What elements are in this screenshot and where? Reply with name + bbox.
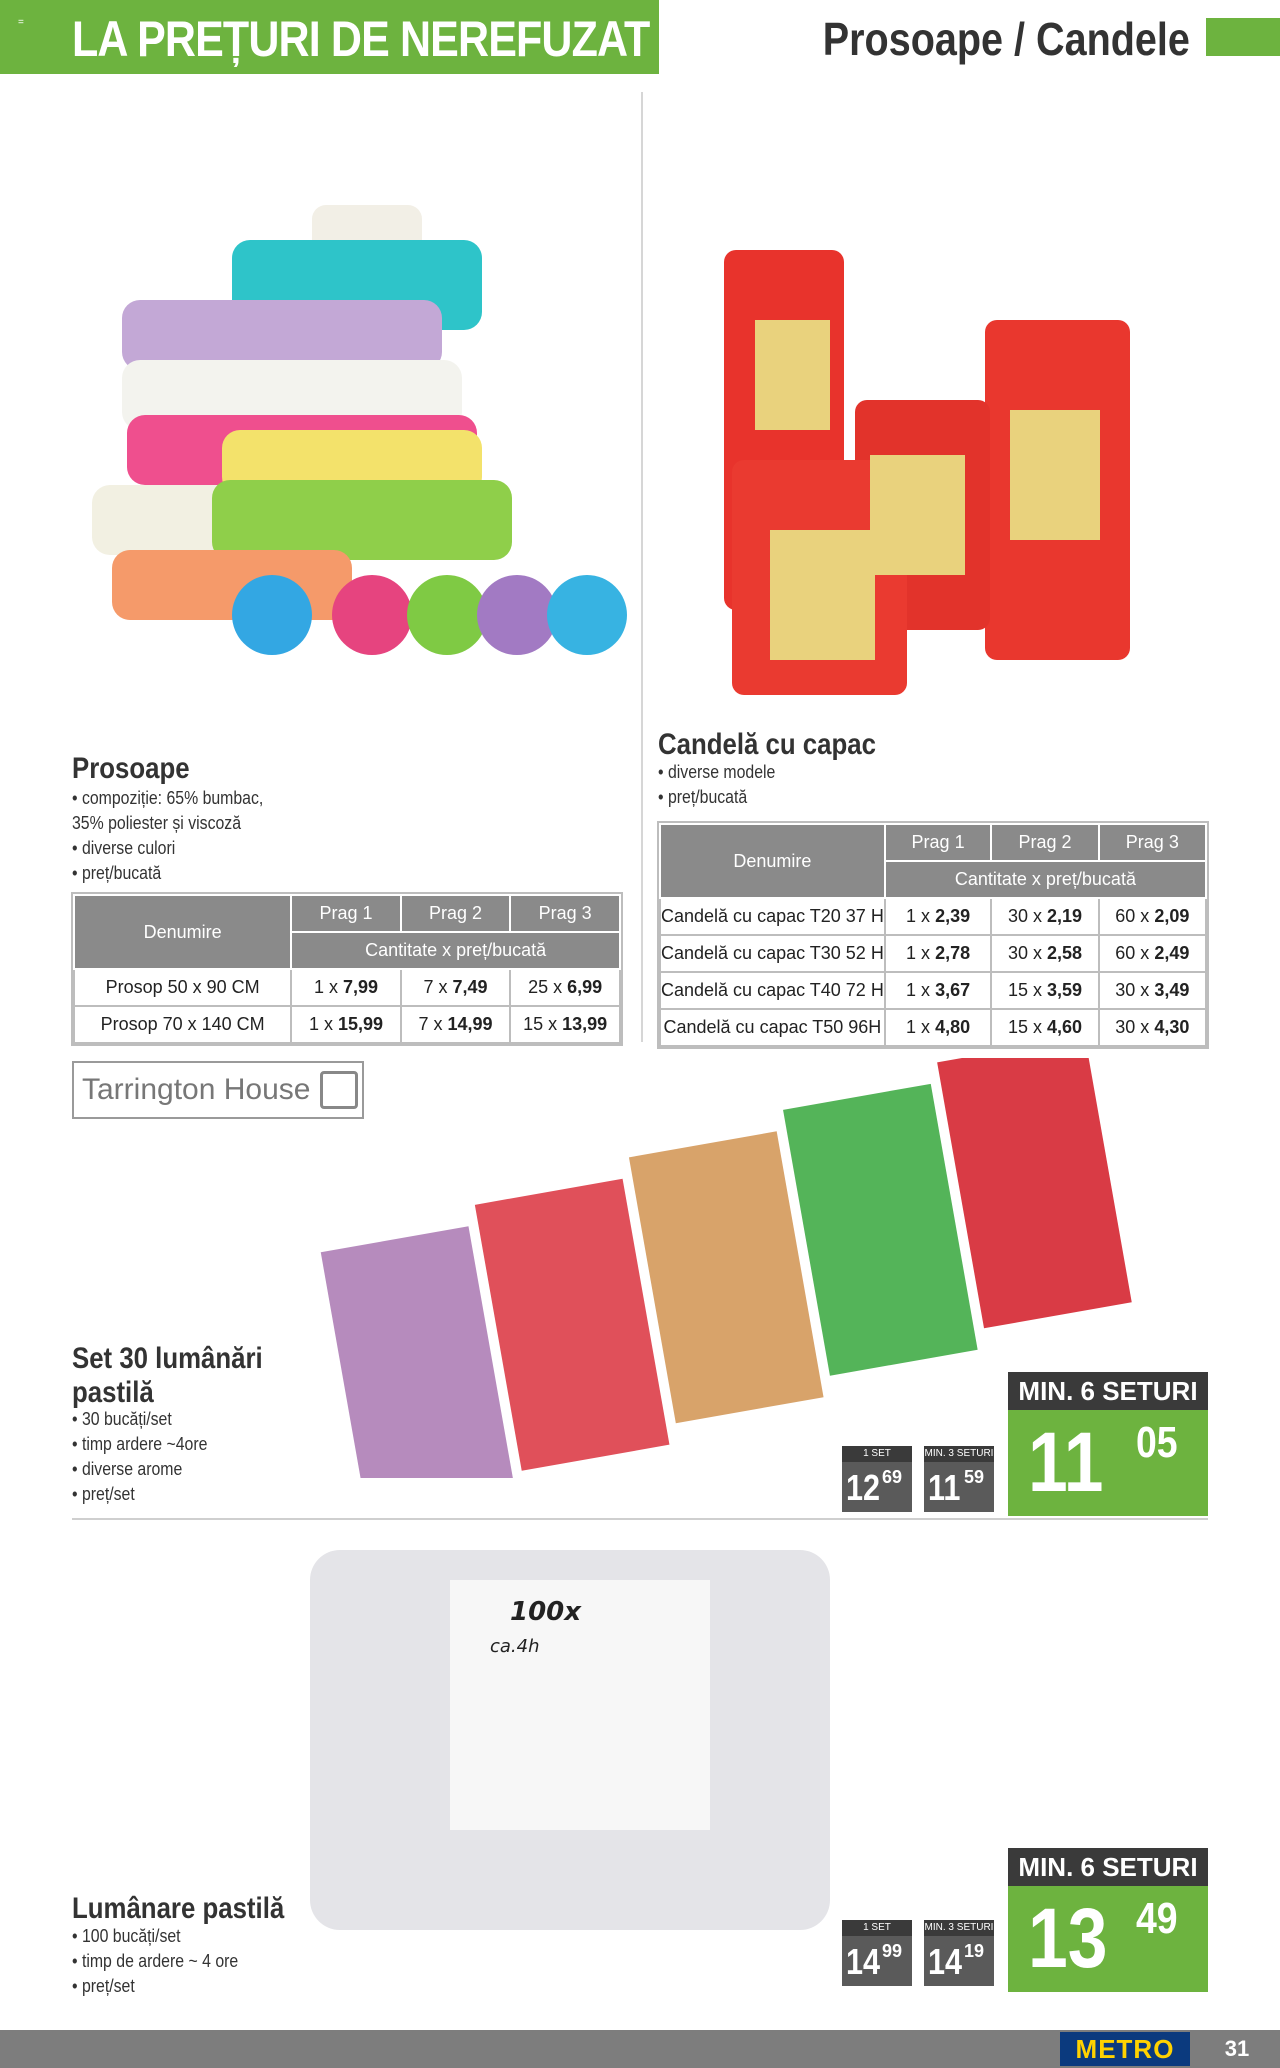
row-name: Prosop 70 x 140 CM (74, 1006, 291, 1043)
bullet-line: • preț/set (72, 1976, 135, 1996)
price-value: 12 69 (842, 1462, 912, 1512)
bullet-line: • 30 bucăți/set (72, 1409, 172, 1429)
price-value: 14 19 (924, 1936, 994, 1986)
price-3-sets (924, 1446, 994, 1512)
row-name: Candelă cu capac T40 72 H (660, 972, 885, 1009)
row-name: Candelă cu capac T50 96H (660, 1009, 885, 1046)
tier-cell: 1 x 2,39 (885, 898, 992, 935)
price-label: MIN. 3 SETURI (924, 1446, 994, 1462)
price-value: 14 99 (842, 1936, 912, 1986)
tier-cell: 1 x 4,80 (885, 1009, 992, 1046)
tier-cell: 1 x 15,99 (291, 1006, 401, 1043)
bullet-line: 35% poliester și viscoză (72, 813, 242, 833)
promo-price: 13 49 (1008, 1886, 1208, 1992)
price-1-set (842, 1446, 912, 1512)
table-row (74, 1006, 620, 1043)
price-3-sets (924, 1920, 994, 1986)
price-label: MIN. 3 SETURI (924, 1920, 994, 1936)
candles-price-table (659, 823, 1207, 1047)
table-row (660, 972, 1206, 1009)
min-sets-label: MIN. 6 SETURI (1008, 1372, 1208, 1410)
promo-price: 11 05 (1008, 1410, 1208, 1516)
tier-cell: 15 x 3,59 (991, 972, 1098, 1009)
tealight-set-title (72, 1342, 263, 1410)
col-subheader: Cantitate x preț/bucată (885, 861, 1206, 898)
tier-cell: 60 x 2,49 (1099, 935, 1206, 972)
col-header-tier: Prag 1 (291, 895, 401, 932)
price-label: 1 SET (842, 1920, 912, 1936)
table-row (660, 898, 1206, 935)
title-line: Set 30 lumânări (72, 1342, 263, 1375)
section-title: Prosoape / Candele (822, 13, 1190, 65)
table-row (660, 935, 1206, 972)
tier-cell: 30 x 2,58 (991, 935, 1098, 972)
tealight-100-bullets (72, 1924, 238, 1999)
towels-price-table (73, 894, 621, 1044)
bullet-line: • diverse arome (72, 1459, 183, 1479)
bullet-line: • compoziție: 65% bumbac, (72, 788, 264, 808)
col-header-name: Denumire (660, 824, 885, 898)
bullet-line: • preț/set (72, 1484, 135, 1504)
section-divider (72, 1518, 1208, 1520)
col-header-tier: Prag 2 (991, 824, 1098, 861)
tealight-set-bullets (72, 1407, 207, 1507)
row-name: Candelă cu capac T30 52 H (660, 935, 885, 972)
pack-label: ca.4h (490, 1636, 540, 1657)
bullet-line: • diverse culori (72, 838, 176, 858)
title-line: pastilă (72, 1376, 154, 1409)
price-1-set (842, 1920, 912, 1986)
table-row (74, 969, 620, 1006)
tier-cell: 30 x 3,49 (1099, 972, 1206, 1009)
tealight-100-image (290, 1530, 850, 1950)
tier-cell: 1 x 3,67 (885, 972, 992, 1009)
tier-cell: 7 x 7,49 (401, 969, 511, 1006)
tealight-100-title: Lumânare pastilă (72, 1892, 285, 1925)
col-subheader: Cantitate x preț/bucată (291, 932, 620, 969)
page-number: 31 (1224, 2036, 1250, 2061)
tier-cell: 15 x 13,99 (510, 1006, 620, 1043)
min-sets-label: MIN. 6 SETURI (1008, 1848, 1208, 1886)
price-label: 1 SET (842, 1446, 912, 1462)
col-header-name: Denumire (74, 895, 291, 969)
header-tab (1206, 18, 1280, 56)
bullet-line: • preț/bucată (658, 787, 748, 807)
metro-logo: METRO (1060, 2032, 1190, 2066)
bullet-line: • timp ardere ~4ore (72, 1434, 208, 1454)
pack-label: 100x (510, 1597, 582, 1627)
candles-title: Candelă cu capac (658, 728, 876, 761)
tier-cell: 1 x 2,78 (885, 935, 992, 972)
bullet-line: • preț/bucată (72, 863, 162, 883)
bullet-line: • 100 bucăți/set (72, 1926, 181, 1946)
col-header-tier: Prag 2 (401, 895, 511, 932)
table-row (660, 1009, 1206, 1046)
towels-bullets (72, 786, 263, 886)
page-title: LA PREȚURI DE NEREFUZAT (72, 11, 650, 67)
candles-image (710, 240, 1150, 700)
bullet-line: • timp de ardere ~ 4 ore (72, 1951, 239, 1971)
tier-cell: 25 x 6,99 (510, 969, 620, 1006)
tier-cell: 30 x 2,19 (991, 898, 1098, 935)
price-value: 11 59 (924, 1462, 994, 1512)
row-name: Candelă cu capac T20 37 H (660, 898, 885, 935)
candles-bullets (658, 760, 775, 810)
tier-cell: 1 x 7,99 (291, 969, 401, 1006)
tier-cell: 60 x 2,09 (1099, 898, 1206, 935)
towels-title: Prosoape (72, 752, 190, 785)
tier-cell: 7 x 14,99 (401, 1006, 511, 1043)
header-mark: = (18, 17, 24, 28)
tier-cell: 15 x 4,60 (991, 1009, 1098, 1046)
col-header-tier: Prag 3 (1099, 824, 1206, 861)
col-header-tier: Prag 3 (510, 895, 620, 932)
brand-name: Tarrington House (82, 1073, 311, 1106)
col-header-tier: Prag 1 (885, 824, 992, 861)
column-divider (641, 92, 643, 1042)
bullet-line: • diverse modele (658, 762, 776, 782)
tier-cell: 30 x 4,30 (1099, 1009, 1206, 1046)
towels-image (72, 200, 632, 690)
row-name: Prosop 50 x 90 CM (74, 969, 291, 1006)
